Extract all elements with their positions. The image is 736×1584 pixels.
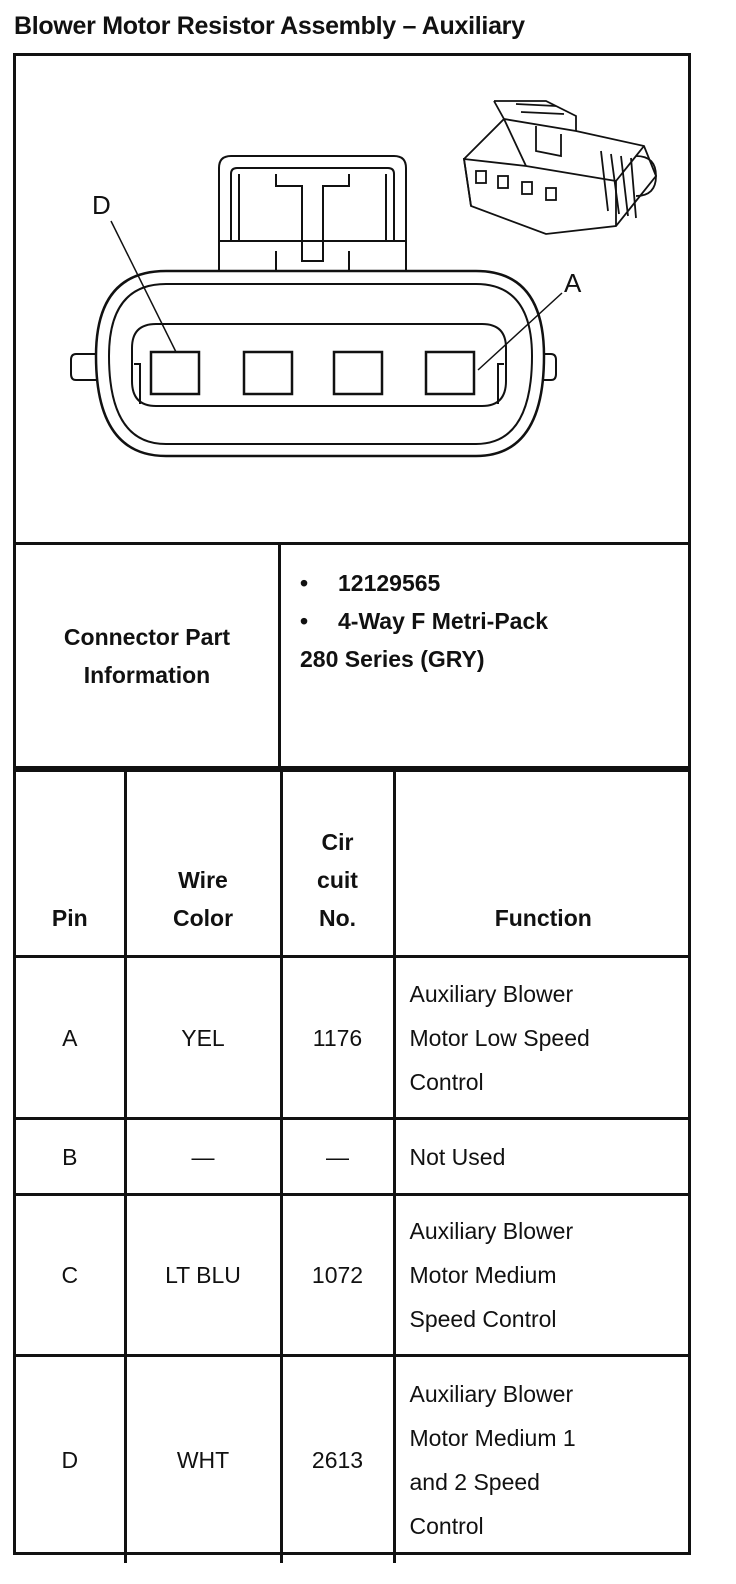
connector-face-drawing <box>16 56 688 545</box>
function-cell: Auxiliary Blower Motor Low Speed Control <box>394 957 691 1119</box>
terminal-d <box>151 352 199 394</box>
terminal-b <box>334 352 382 394</box>
bullet: • <box>300 570 309 596</box>
pinout-header-row <box>16 771 691 957</box>
function-cell: Auxiliary Blower Motor Medium 1 and 2 Speed Control <box>394 1356 691 1563</box>
connector-thumbnail <box>464 101 656 234</box>
connector-part-row <box>16 545 688 769</box>
pin-cell: C <box>16 1195 125 1356</box>
circuit-cell: 2613 <box>281 1356 394 1563</box>
terminal-c <box>244 352 292 394</box>
wire-color-cell: YEL <box>125 957 281 1119</box>
pin-cell: D <box>16 1356 125 1563</box>
part-description-line <box>300 602 680 640</box>
connector-part-info <box>300 564 680 678</box>
connector-outer-body <box>96 271 544 456</box>
bullet: • <box>300 608 309 634</box>
connector-sheet <box>13 53 691 1555</box>
terminal-a <box>426 352 474 394</box>
header-function: Function <box>394 771 691 957</box>
connector-part-label <box>16 545 281 766</box>
pinout-table <box>16 769 691 1563</box>
function-cell: Not Used <box>394 1119 691 1195</box>
callout-d-label: D <box>92 190 111 220</box>
header-circuit: Cir cuit No. <box>281 771 394 957</box>
lock-tab <box>219 156 406 271</box>
part-number-line <box>300 564 680 602</box>
header-wire-color: Wire Color <box>125 771 281 957</box>
function-cell: Auxiliary Blower Motor Medium Speed Control <box>394 1195 691 1356</box>
circuit-cell: 1072 <box>281 1195 394 1356</box>
part-number: 12129565 <box>338 570 441 596</box>
connector-diagram <box>16 56 688 545</box>
header-pin: Pin <box>16 771 125 957</box>
connector-part-label-line1: Connector Part <box>63 623 231 650</box>
table-row <box>16 957 691 1119</box>
wire-color-cell: LT BLU <box>125 1195 281 1356</box>
circuit-cell: 1176 <box>281 957 394 1119</box>
table-row <box>16 1356 691 1563</box>
wire-color-cell: — <box>125 1119 281 1195</box>
pin-cell: A <box>16 957 125 1119</box>
page-title: Blower Motor Resistor Assembly – Auxiliary <box>14 12 525 40</box>
circuit-cell: — <box>281 1119 394 1195</box>
pin-cell: B <box>16 1119 125 1195</box>
table-row <box>16 1195 691 1356</box>
wire-color-cell: WHT <box>125 1356 281 1563</box>
connector-part-label-line2: Information <box>83 661 211 688</box>
callout-a-label: A <box>564 268 582 298</box>
part-description-1: 4-Way F Metri-Pack <box>338 608 549 634</box>
part-description-2: 280 Series (GRY) <box>300 646 485 672</box>
table-row <box>16 1119 691 1195</box>
